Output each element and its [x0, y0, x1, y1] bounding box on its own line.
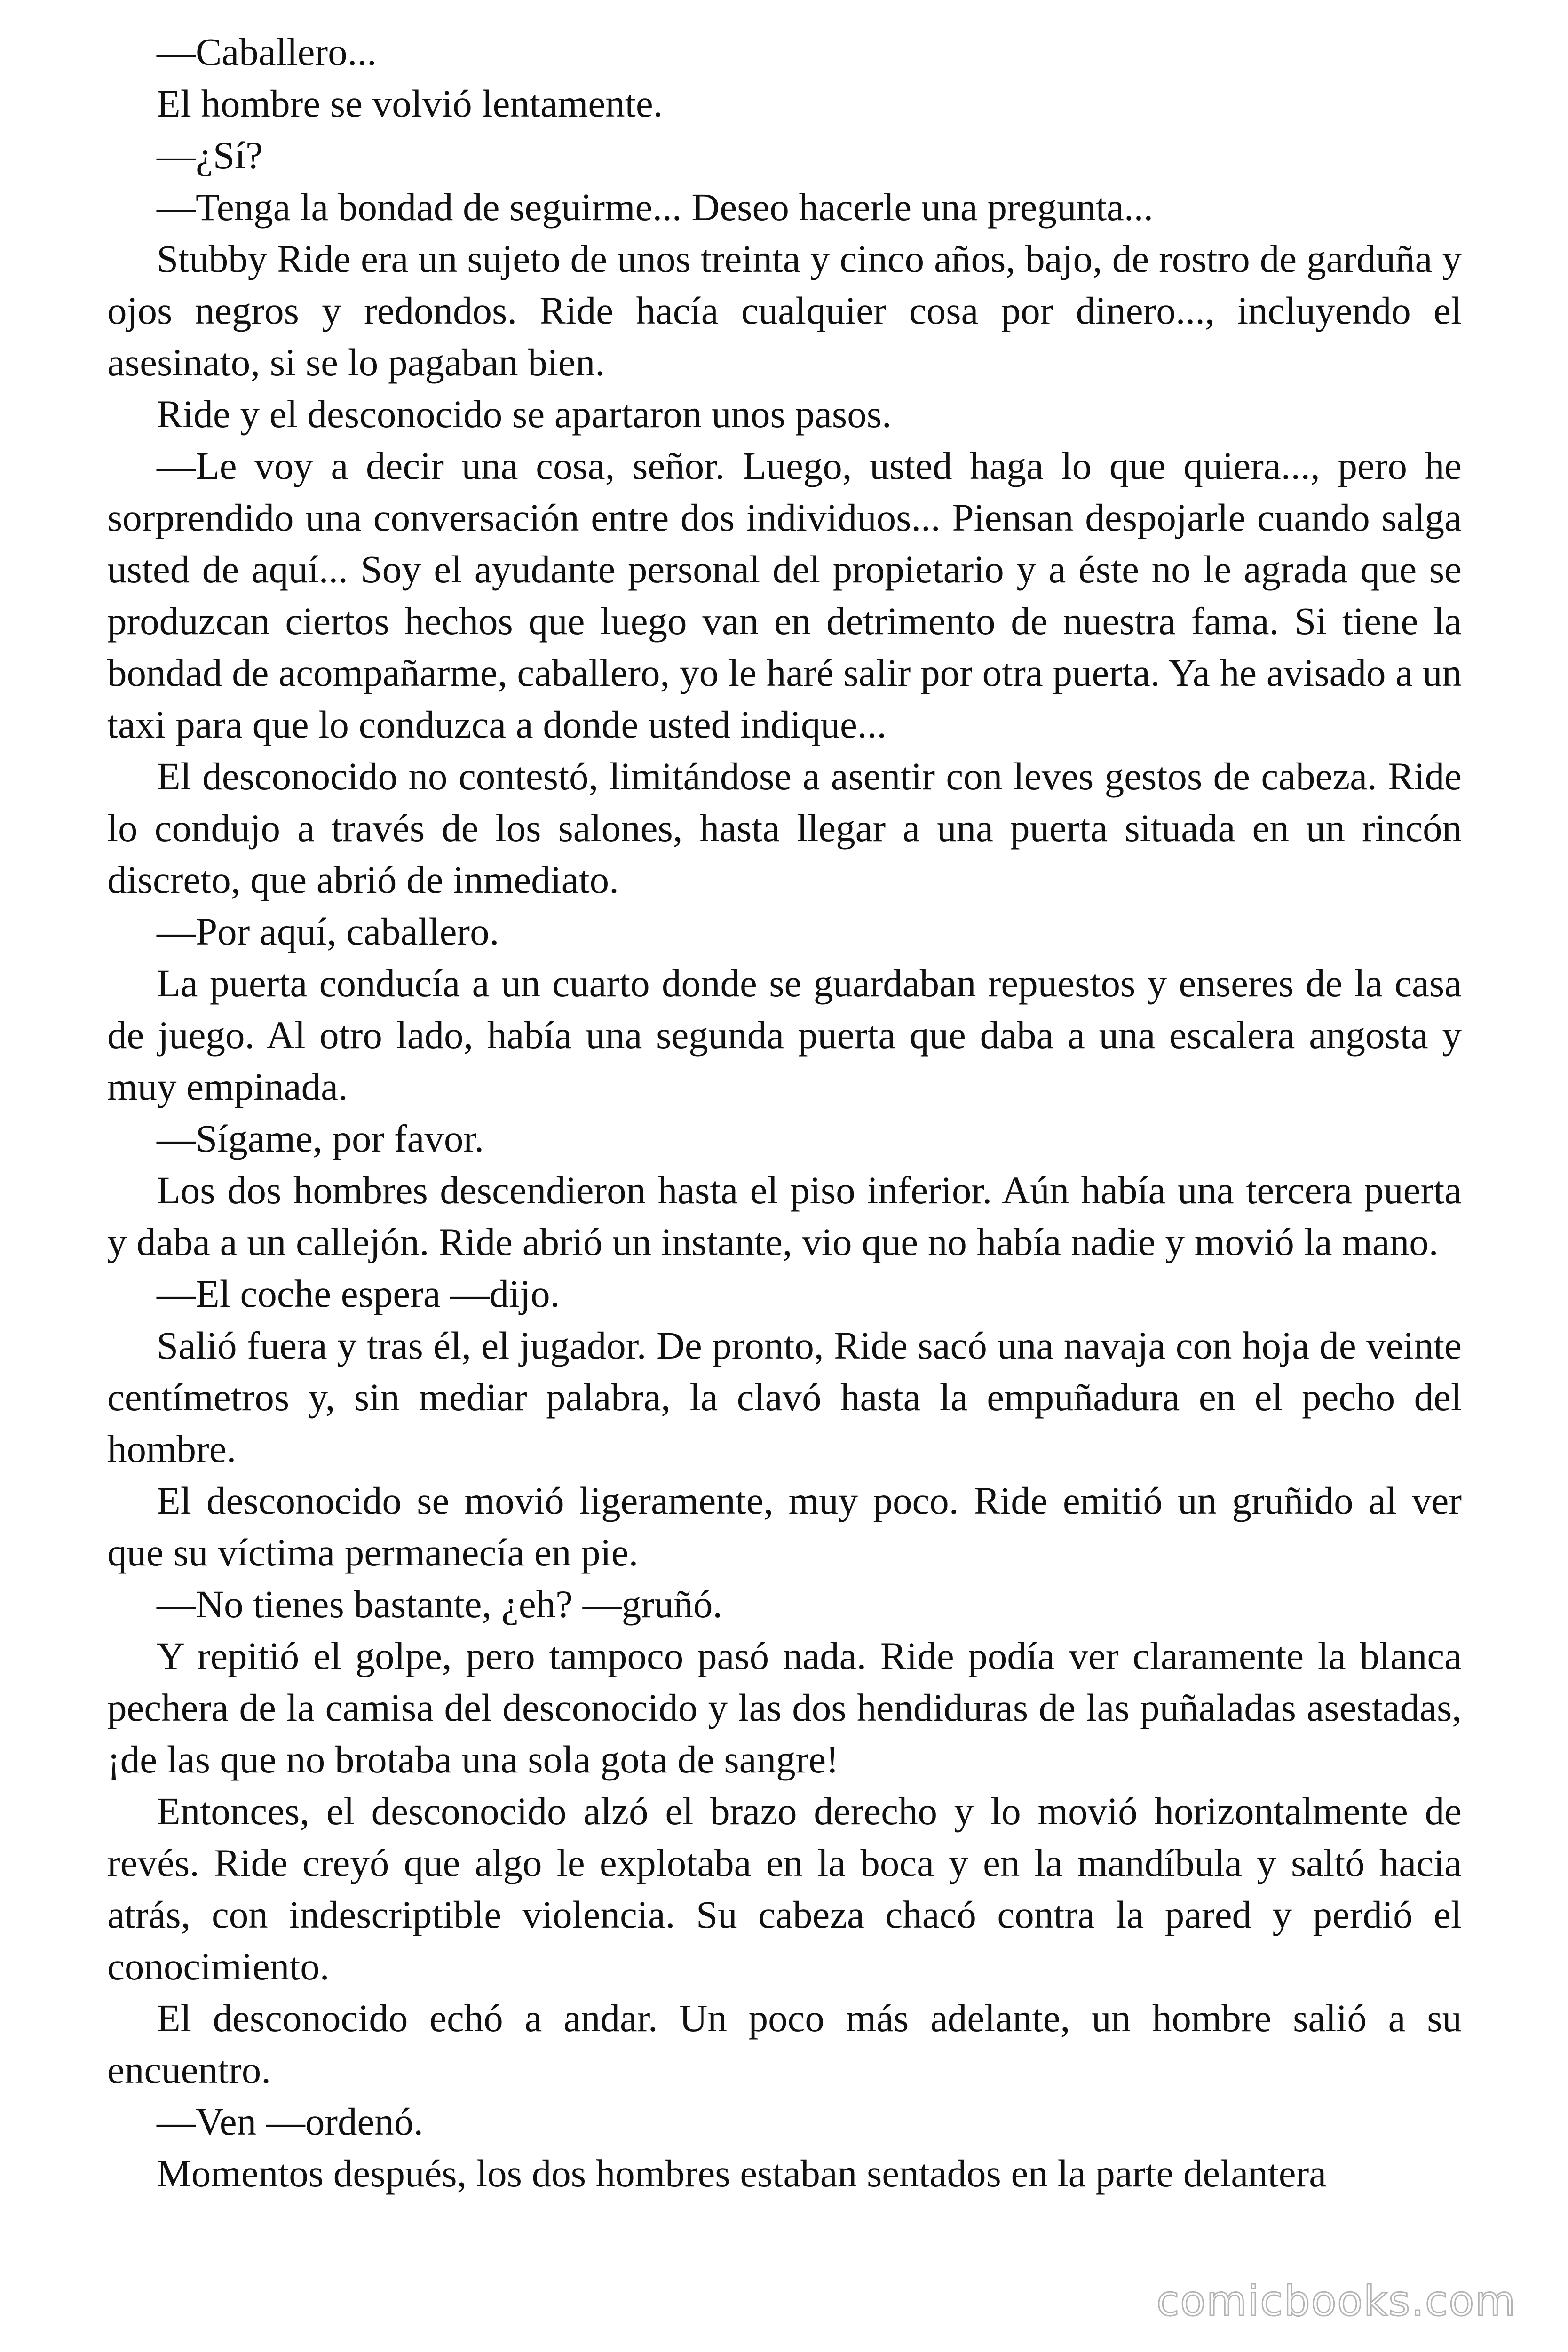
paragraph: —Por aquí, caballero.	[157, 910, 499, 953]
watermark: comicbooks.com	[1156, 2277, 1516, 2325]
paragraph: Ride y el desconocido se apartaron unos pasos.	[157, 392, 892, 436]
paragraph: Entonces, el desconocido alzó el brazo derecho y lo movió horizontalmente de revés. Ride creyó que algo le explotaba en la boca y en la mandíbula y saltó hacia atrás, con indescriptible violencia. Su cabeza chacó contra la pared y perdió el conocimiento.	[107, 1789, 1462, 1988]
paragraph: La puerta conducía a un cuarto donde se guardaban repuestos y enseres de la casa de juego. Al otro lado, había una segunda puerta que daba a una escalera angosta y muy empinada.	[107, 961, 1462, 1108]
paragraph: El desconocido no contestó, limitándose a asentir con leves gestos de cabeza. Ride lo condujo a través de los salones, hasta llegar a una puerta situada en un rincón discreto, que abrió de inmediato.	[107, 755, 1462, 901]
paragraph: —No tienes bastante, ¿eh? —gruñó.	[157, 1582, 723, 1626]
paragraph: Momentos después, los dos hombres estaban sentados en la parte delantera	[157, 2152, 1327, 2195]
paragraph: Los dos hombres descendieron hasta el piso inferior. Aún había una tercera puerta y daba a un callejón. Ride abrió un instante, vio que no había nadie y movió la mano.	[107, 1168, 1462, 1263]
paragraph: Y repitió el golpe, pero tampoco pasó nada. Ride podía ver claramente la blanca pechera de la camisa del desconocido y las dos hendiduras de las puñaladas asestadas, ¡de las que no brotaba una sola gota de sangre!	[107, 1634, 1462, 1781]
paragraph: El hombre se volvió lentamente.	[157, 82, 663, 125]
paragraph: —Sígame, por favor.	[157, 1117, 484, 1160]
paragraph: —Caballero...	[157, 30, 377, 73]
paragraph: —Tenga la bondad de seguirme... Deseo hacerle una pregunta...	[157, 185, 1154, 229]
paragraph: —Ven —ordenó.	[157, 2100, 424, 2143]
paragraph: —Le voy a decir una cosa, señor. Luego, usted haga lo que quiera..., pero he sorprendido una conversación entre dos individuos... Piensan despojarle cuando salga usted de aquí... Soy el ayudante personal del propietario y a éste no le agrada que se produzcan ciertos hechos que luego van en detrimento de nuestra fama. Si tiene la bondad de acompañarme, caballero, yo le haré salir por otra puerta. Ya he avisado a un taxi para que lo conduzca a donde usted indique...	[107, 444, 1462, 746]
paragraph: —¿Sí?	[157, 134, 263, 177]
paragraph: Salió fuera y tras él, el jugador. De pronto, Ride sacó una navaja con hoja de veinte centímetros y, sin mediar palabra, la clavó hasta la empuñadura en el pecho del hombre.	[107, 1324, 1462, 1470]
paragraph: El desconocido echó a andar. Un poco más adelante, un hombre salió a su encuentro.	[107, 1996, 1462, 2091]
book-page-text	[107, 26, 1462, 2199]
paragraph: Stubby Ride era un sujeto de unos treinta y cinco años, bajo, de rostro de garduña y ojos negros y redondos. Ride hacía cualquier cosa por dinero..., incluyendo el asesinato, si se lo pagaban bien.	[107, 237, 1462, 384]
paragraph: —El coche espera —dijo.	[157, 1272, 560, 1315]
paragraph: El desconocido se movió ligeramente, muy poco. Ride emitió un gruñido al ver que su víctima permanecía en pie.	[107, 1479, 1462, 1574]
